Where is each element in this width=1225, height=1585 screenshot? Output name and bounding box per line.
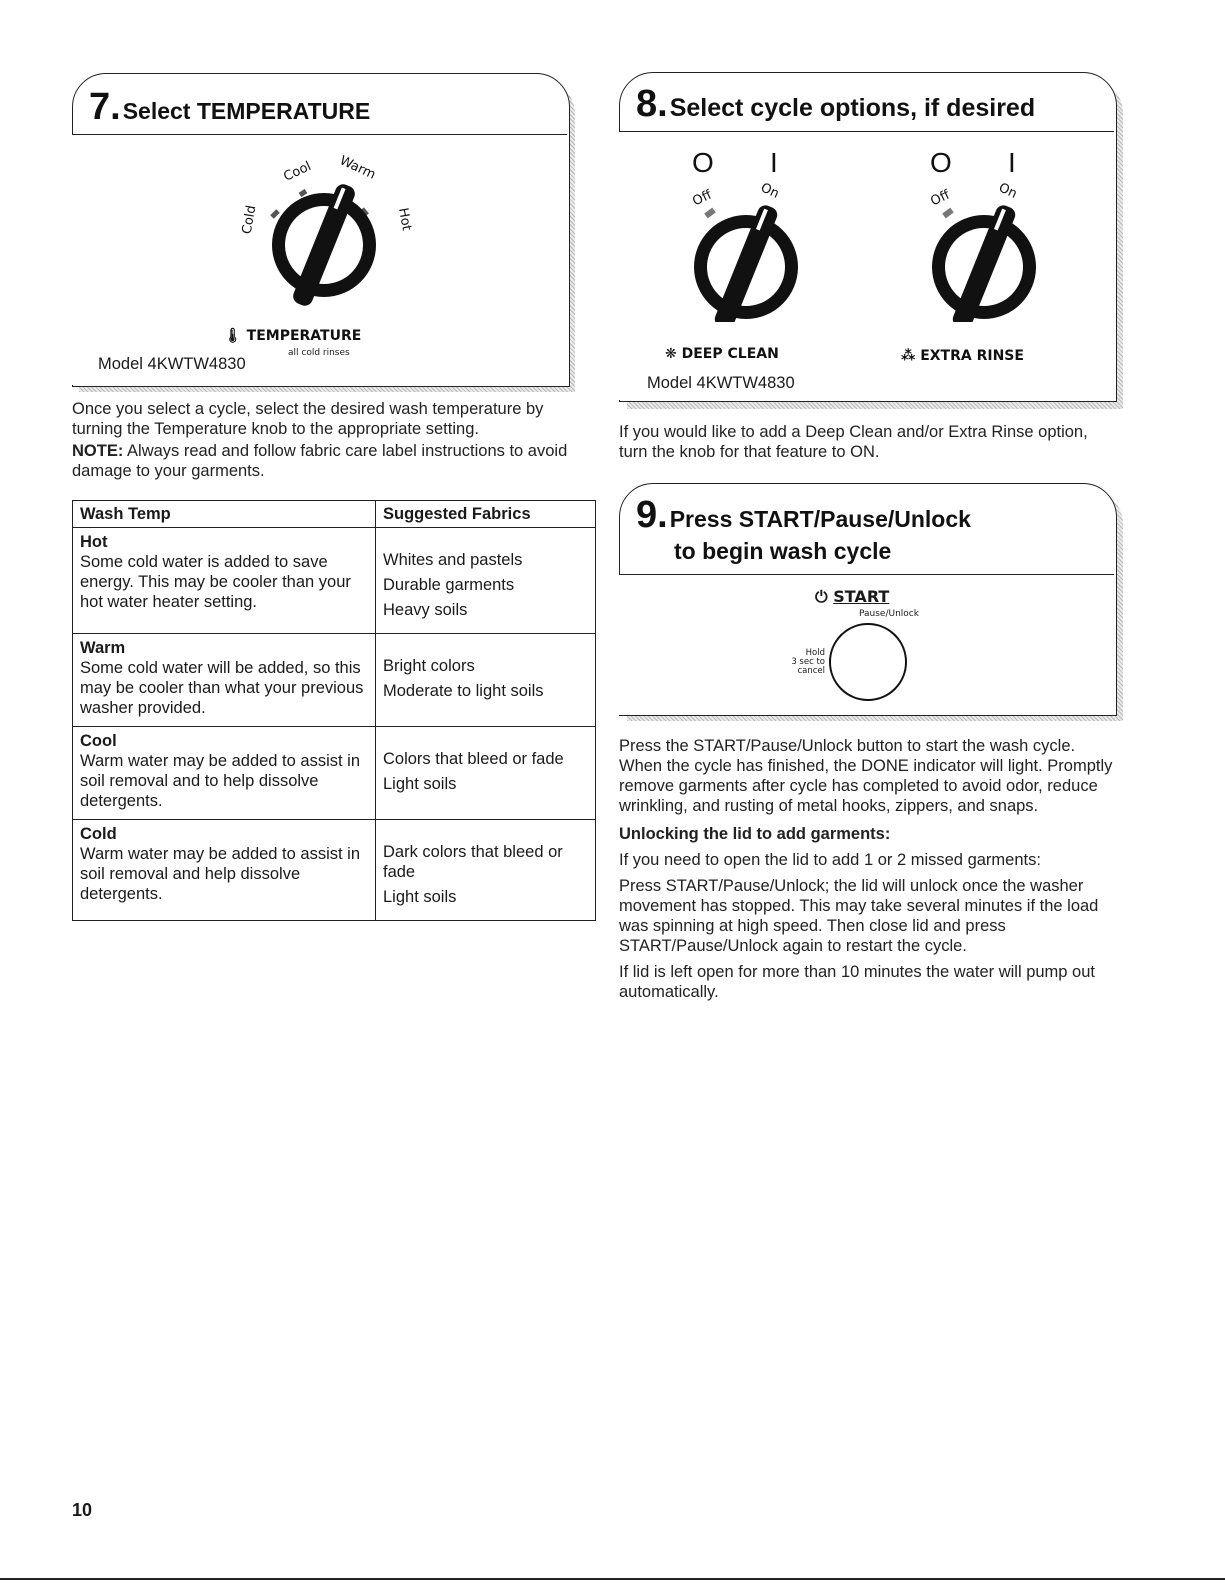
model-number: Model 4KWTW4830 [98,355,246,373]
start-sublabel: Pause/Unlock [859,609,919,619]
table-cell-fabrics: Whites and pastels Durable garments Heavy soils [376,528,596,634]
off-symbol: O [930,147,952,178]
knob-label-warm: Warm [337,153,378,183]
bottom-rule [0,1578,1225,1580]
section-9-para4: If lid is left open for more than 10 minutes the water will pump out automatically. [619,963,1095,1001]
table-header-wash-temp: Wash Temp [73,501,376,528]
start-pause-unlock-button[interactable] [829,623,907,701]
knob-label-cool: Cool [281,159,314,185]
table-header-row [73,501,596,528]
section-9 [619,483,1117,716]
temperature-knob-illustration [192,145,452,315]
temperature-panel [72,134,567,385]
unlock-heading: Unlocking the lid to add garments: [619,825,891,843]
table-cell-fabrics: Dark colors that bleed or fade Light soils [376,820,596,921]
section-9-para2: If you need to open the lid to add 1 or 2 missed garments: [619,851,1041,869]
knob-label-hot: Hot [395,206,414,232]
knob-label-cold: Cold [239,204,260,236]
table-cell-temp: Cool Warm water may be added to assist in soil removal and to help dissolve detergents. [73,727,376,820]
power-icon: ⏻ [815,587,828,606]
on-label: On [996,180,1020,202]
table-cell-temp: Hot Some cold water is added to save energy. This may be cooler than your hot water heater setting. [73,528,376,634]
wash-temp-table [72,500,596,921]
section-8 [619,72,1117,402]
extra-rinse-label: ⁂ EXTRA RINSE [901,348,1024,364]
section-9-para3: Press START/Pause/Unlock; the lid will unlock once the washer movement has stopped. This may take several minutes if the load was spinning at high speed. Then close lid and press START/Pause/Unlock again to restart the cycle. [619,877,1099,955]
hold-instructions: Hold 3 sec to cancel [791,648,825,676]
off-label: Off [928,187,953,210]
deep-clean-icon: ❋ [665,346,677,362]
table-cell-fabrics: Colors that bleed or fade Light soils [376,727,596,820]
section-9-title: 9.Press START/Pause/Unlock to begin wash cycle [636,494,971,564]
on-symbol: I [770,147,778,178]
table-row [73,634,596,727]
section-7 [72,73,570,387]
deep-clean-label: ❋ DEEP CLEAN [665,346,779,362]
section-7-intro: Once you select a cycle, select the desired wash temperature by turning the Temperature knob to the appropriate setting. [72,400,544,438]
extra-rinse-knob-illustration [902,142,1072,322]
deep-clean-knob-illustration [664,142,834,322]
table-cell-temp: Warm Some cold water will be added, so this may be cooler than what your previous washer provided. [73,634,376,727]
table-header-suggested-fabrics: Suggested Fabrics [376,501,596,528]
section-7-text [72,399,582,487]
model-number: Model 4KWTW4830 [647,374,795,392]
table-row [73,528,596,634]
section-9-para1: Press the START/Pause/Unlock button to start the wash cycle. When the cycle has finished, the DONE indicator will light. Promptly remove garments after cycle has completed to avoid odor, reduce wrinkling, and rusting of metal hooks, zippers, and snaps. [619,737,1113,815]
section-9-text [619,736,1119,1008]
section-7-note: NOTE: Always read and follow fabric care label instructions to avoid damage to your garments. [72,442,568,480]
temperature-label: 🌡 TEMPERATURE [224,328,362,344]
thermometer-icon: 🌡 [224,328,242,344]
table-cell-fabrics: Bright colors Moderate to light soils [376,634,596,727]
start-panel [619,574,1114,715]
off-label: Off [690,187,715,210]
section-8-text: If you would like to add a Deep Clean and/or Extra Rinse option, turn the knob for that feature to ON. [619,423,1088,461]
section-7-title: 7.Select TEMPERATURE [89,86,371,128]
on-label: On [758,180,782,202]
temperature-sublabel: all cold rinses [288,348,350,358]
cycle-options-panel [619,131,1114,400]
table-row [73,727,596,820]
page-number: 10 [72,1500,93,1520]
extra-rinse-icon: ⁂ [901,348,916,364]
table-row [73,820,596,921]
start-label: ⏻ START [815,587,890,606]
table-cell-temp: Cold Warm water may be added to assist in soil removal and help dissolve detergents. [73,820,376,921]
on-symbol: I [1008,147,1016,178]
section-8-title: 8.Select cycle options, if desired [636,83,1036,125]
off-symbol: O [692,147,714,178]
